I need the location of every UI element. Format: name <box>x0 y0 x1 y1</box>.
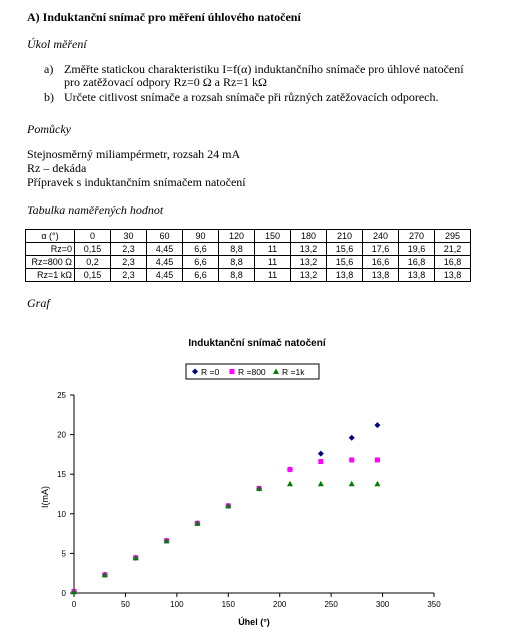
task-item-a-line2: pro zatěžovací odpory Rᴢ=0 Ω a Rᴢ=1 kΩ <box>64 75 267 89</box>
table-cell: 16,8 <box>435 256 471 269</box>
table-cell: 2,3 <box>111 243 147 256</box>
table-row <box>26 269 471 282</box>
task-item-b-line1: Určete citlivost snímače a rozsah snímače při různých zatěžovacích odporech. <box>64 90 439 104</box>
table-row-label: Rz=800 Ω <box>26 256 75 269</box>
legend-label: R =1k <box>282 367 305 377</box>
table-cell: 0,2 <box>75 256 111 269</box>
table-cell: 4,45 <box>147 256 183 269</box>
table-cell: 2,3 <box>111 256 147 269</box>
data-point-square <box>318 459 323 464</box>
section-tools-heading: Pomůcky <box>27 122 71 136</box>
y-tick-label: 10 <box>57 509 66 519</box>
table-row <box>26 243 471 256</box>
y-tick-label: 20 <box>57 430 66 440</box>
table-header-cell: 295 <box>435 230 471 243</box>
table-header-label: α (°) <box>26 230 75 243</box>
table-cell: 4,45 <box>147 243 183 256</box>
section-task-heading: Úkol měření <box>27 37 87 51</box>
task-item-b-marker: b) <box>44 90 54 104</box>
table-header-cell: 270 <box>399 230 435 243</box>
table-cell: 11 <box>255 256 291 269</box>
x-tick-label: 0 <box>71 600 77 609</box>
table-cell: 8,8 <box>219 269 255 282</box>
data-point-diamond <box>318 451 324 457</box>
table-cell: 16,6 <box>363 256 399 269</box>
x-tick-label: 300 <box>375 600 390 609</box>
legend-marker-square <box>230 369 235 374</box>
task-item-b <box>44 91 439 104</box>
table-cell: 0,15 <box>75 243 111 256</box>
measurements-table <box>25 229 471 282</box>
table-header-cell: 120 <box>219 230 255 243</box>
x-tick-label: 150 <box>221 600 235 609</box>
table-header-cell: 150 <box>255 230 291 243</box>
table-row <box>26 256 471 269</box>
table-cell: 4,45 <box>147 269 183 282</box>
table-cell: 13,2 <box>291 243 327 256</box>
tool-item: Přípravek s induktančním snímačem natočení <box>27 175 246 189</box>
table-cell: 19,6 <box>399 243 435 256</box>
table-cell: 11 <box>255 269 291 282</box>
table-cell: 8,8 <box>219 243 255 256</box>
x-tick-label: 200 <box>273 600 287 609</box>
table-cell: 21,2 <box>435 243 471 256</box>
tools-list <box>27 147 246 189</box>
section-table-heading: Tabulka naměřených hodnot <box>27 203 164 217</box>
table-cell: 6,6 <box>183 256 219 269</box>
y-tick-label: 15 <box>57 470 66 480</box>
table-cell: 6,6 <box>183 243 219 256</box>
table-cell: 16,8 <box>399 256 435 269</box>
table-cell: 2,3 <box>111 269 147 282</box>
table-header-cell: 240 <box>363 230 399 243</box>
table-cell: 13,8 <box>399 269 435 282</box>
y-axis-label: I(mA) <box>40 486 50 508</box>
table-header-cell: 60 <box>147 230 183 243</box>
y-tick-label: 5 <box>61 549 66 559</box>
task-item-a-marker: a) <box>44 62 54 76</box>
table-cell: 15,6 <box>327 243 363 256</box>
table-cell: 6,6 <box>183 269 219 282</box>
x-tick-label: 250 <box>324 600 338 609</box>
table-header-cell: 180 <box>291 230 327 243</box>
table-cell: 17,6 <box>363 243 399 256</box>
table-cell: 13,8 <box>363 269 399 282</box>
tool-item: Stejnosměrný miliampérmetr, rozsah 24 mA <box>27 147 241 161</box>
table-header-cell: 30 <box>111 230 147 243</box>
task-item-a-line1: Změřte statickou charakteristiku I=f(α) induktančního snímače pro úhlové natočení <box>64 62 464 76</box>
data-point-triangle <box>349 481 355 486</box>
table-header-cell: 210 <box>327 230 363 243</box>
table-header-cell: 90 <box>183 230 219 243</box>
y-tick-label: 25 <box>57 391 66 400</box>
x-tick-label: 350 <box>427 600 441 609</box>
table-cell: 13,8 <box>327 269 363 282</box>
table-cell: 15,6 <box>327 256 363 269</box>
data-point-diamond <box>374 422 380 428</box>
data-point-square <box>288 467 293 472</box>
x-axis-label: Úhel (°) <box>238 617 270 627</box>
table-header-cell: 0 <box>75 230 111 243</box>
data-point-triangle <box>374 481 380 486</box>
chart-title: Induktanční snímač natočení <box>188 338 326 349</box>
table-cell: 0,15 <box>75 269 111 282</box>
data-point-square <box>349 457 354 462</box>
data-point-square <box>375 457 380 462</box>
legend-label: R =0 <box>201 367 220 377</box>
table-cell: 11 <box>255 243 291 256</box>
table-cell: 13,2 <box>291 269 327 282</box>
task-item-a <box>44 63 464 89</box>
table-cell: 13,8 <box>435 269 471 282</box>
table-row-label: Rz=0 <box>26 243 75 256</box>
data-point-triangle <box>318 481 324 486</box>
data-point-diamond <box>349 435 355 441</box>
x-tick-label: 50 <box>120 600 130 609</box>
legend-label: R =800 <box>238 367 266 377</box>
table-cell: 13,2 <box>291 256 327 269</box>
data-point-triangle <box>287 481 293 486</box>
scatter-chart <box>0 355 514 642</box>
section-graph-heading: Graf <box>27 296 50 310</box>
table-row-label: Rz=1 kΩ <box>26 269 75 282</box>
document-title: A) Induktanční snímač pro měření úhlového natočení <box>27 10 301 24</box>
tool-item: Rz – dekáda <box>27 161 87 175</box>
table-cell: 8,8 <box>219 256 255 269</box>
y-tick-label: 0 <box>61 589 66 598</box>
table-header-row <box>26 230 471 243</box>
x-tick-label: 100 <box>170 600 184 609</box>
